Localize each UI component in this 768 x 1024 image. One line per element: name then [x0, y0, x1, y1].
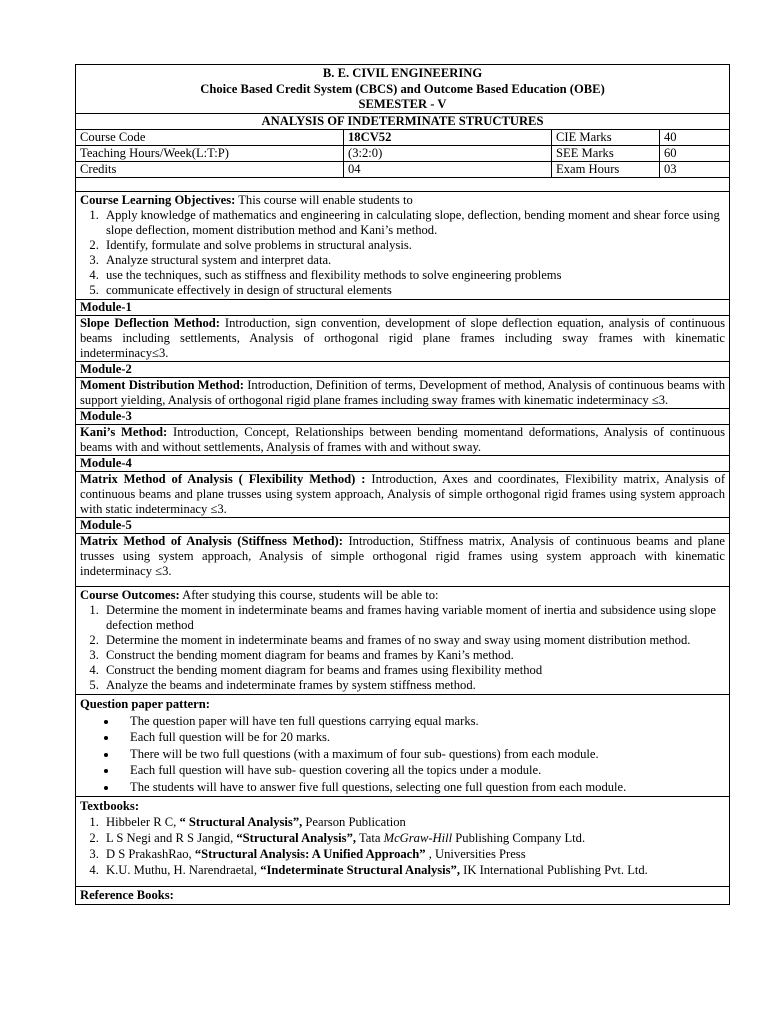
- info-row-credits: [76, 162, 730, 178]
- list-item: [102, 814, 725, 830]
- info-row-course-code: [76, 130, 730, 146]
- credits-label: Credits: [76, 162, 344, 178]
- cie-label: CIE Marks: [552, 130, 660, 146]
- exam-value: 03: [660, 162, 730, 178]
- syllabus-table: [75, 64, 730, 905]
- module-4-label: Module-4: [76, 456, 730, 472]
- list-item: 4. Construct the bending moment diagram for beams and frames using flexibility method: [102, 663, 725, 678]
- module-4-header-row: [76, 456, 730, 472]
- textbook-title: “Indeterminate Structural Analysis”,: [260, 863, 460, 877]
- module-4-title: Matrix Method of Analysis ( Flexibility Method) :: [80, 472, 366, 486]
- module-2-title: Moment Distribution Method:: [80, 378, 244, 392]
- module-3-text: Introduction, Concept, Relationships between bending momentand deformations, Analysis of continuous beams with and without settlements, Analysis of frames with and without sway.: [80, 425, 726, 454]
- module-2-header-row: [76, 362, 730, 378]
- teaching-value: (3:2:0): [344, 146, 552, 162]
- list-item: 3. Analyze structural system and interpret data.: [102, 253, 725, 268]
- module-3-body-row: [76, 425, 730, 456]
- module-3-header-row: [76, 409, 730, 425]
- module-1-header-row: [76, 300, 730, 316]
- program-title: B. E. CIVIL ENGINEERING: [322, 66, 483, 80]
- module-4-text: Introduction, Axes and coordinates, Flexibility matrix, Analysis of continuous beams and plane trusses using system approach, Analysis of simple orthogonal rigid frames using system approach with static indeterminacy ≤3.: [80, 472, 726, 516]
- reference-title: Reference Books:: [76, 887, 730, 905]
- outcomes-intro: After studying this course, students will be able to:: [179, 588, 439, 602]
- textbook-title: “ Structural Analysis”,: [179, 815, 303, 829]
- list-item: • The question paper will have ten full questions carrying equal marks.: [118, 713, 725, 730]
- module-1-label: Module-1: [76, 300, 730, 316]
- pattern-list: [80, 713, 725, 796]
- textbook-publisher: IK International Publishing Pvt. Ltd.: [459, 863, 648, 877]
- objectives-row: [76, 192, 730, 300]
- list-item: [102, 862, 725, 878]
- textbook-author: L S Negi and R S Jangid,: [106, 831, 237, 845]
- course-title-row: [76, 113, 730, 130]
- module-1-text: Introduction, sign convention, development of slope deflection equation, analysis of continuous beams including settlements, Analysis of orthogonal rigid plane frames including sway frames with kinematic indeterminacy≤3.: [80, 316, 726, 360]
- list-item: 2. Determine the moment in indeterminate beams and frames of no sway and sway using moment distribution method.: [102, 633, 725, 648]
- module-1-title: Slope Deflection Method:: [80, 316, 220, 330]
- course-code-value: 18CV52: [344, 130, 552, 146]
- textbook-publisher: Pearson Publication: [302, 815, 406, 829]
- textbook-author: D S PrakashRao,: [106, 847, 195, 861]
- module-2-label: Module-2: [76, 362, 730, 378]
- textbooks-list: [80, 814, 725, 878]
- list-item: • Each full question will have sub- question covering all the topics under a module.: [118, 762, 725, 779]
- list-item: 4. use the techniques, such as stiffness and flexibility methods to solve engineering problems: [102, 268, 725, 283]
- see-label: SEE Marks: [552, 146, 660, 162]
- list-item: 3. Construct the bending moment diagram for beams and frames by Kani’s method.: [102, 648, 725, 663]
- outcomes-heading: [80, 588, 725, 603]
- textbook-title: “Structural Analysis: A Unified Approach”: [194, 847, 426, 861]
- see-value: 60: [660, 146, 730, 162]
- module-2-text: Introduction, Definition of terms, Development of method, Analysis of continuous beams with support yielding, Analysis of orthogonal rigid plane frames including sway frames with kinematic indeterminacy ≤3.: [80, 378, 726, 407]
- teaching-label: Teaching Hours/Week(L:T:P): [76, 146, 344, 162]
- textbook-publisher: Publishing Company Ltd.: [452, 831, 586, 845]
- header-row: [76, 65, 730, 114]
- list-item: 5. communicate effectively in design of structural elements: [102, 283, 725, 298]
- info-row-teaching: [76, 146, 730, 162]
- syllabus-sheet: [75, 64, 729, 905]
- reference-row: [76, 887, 730, 905]
- objectives-intro: This course will enable students to: [235, 193, 413, 207]
- pattern-row: [76, 695, 730, 797]
- pattern-title: Question paper pattern:: [80, 697, 210, 711]
- textbook-author: Hibbeler R C,: [106, 815, 180, 829]
- textbook-publisher: Tata: [356, 831, 384, 845]
- list-item: 1. Apply knowledge of mathematics and engineering in calculating slope, deflection, bending moment and shear force using slope deflection, moment distribution method and Kani’s method.: [102, 208, 725, 238]
- module-5-text: Introduction, Stiffness matrix, Analysis of continuous beams and plane trusses using system approach, Analysis of simple orthogonal rigid frames using system approach with kinematic indeterminacy ≤3.: [80, 534, 726, 578]
- textbook-publisher: , Universities Press: [425, 847, 526, 861]
- module-3-title: Kani’s Method:: [80, 425, 168, 439]
- objectives-title: Course Learning Objectives:: [80, 193, 236, 207]
- list-item: [102, 846, 725, 862]
- objectives-heading: [80, 193, 725, 208]
- module-5-label: Module-5: [76, 518, 730, 534]
- textbook-author: K.U. Muthu, H. Narendraetal,: [106, 863, 261, 877]
- module-5-header-row: [76, 518, 730, 534]
- exam-label: Exam Hours: [552, 162, 660, 178]
- textbook-title: “Structural Analysis”,: [236, 831, 357, 845]
- objectives-list: [80, 208, 725, 298]
- list-item: • There will be two full questions (with a maximum of four sub- questions) from each module.: [118, 746, 725, 763]
- module-2-body-row: [76, 378, 730, 409]
- module-5-title: Matrix Method of Analysis (Stiffness Method):: [80, 534, 343, 548]
- module-1-body-row: [76, 316, 730, 362]
- course-title: ANALYSIS OF INDETERMINATE STRUCTURES: [76, 113, 730, 130]
- module-4-body-row: [76, 472, 730, 518]
- cie-value: 40: [660, 130, 730, 146]
- credits-value: 04: [344, 162, 552, 178]
- list-item: • Each full question will be for 20 marks.: [118, 729, 725, 746]
- list-item: 5. Analyze the beams and indeterminate frames by system stiffness method.: [102, 678, 725, 693]
- list-item: 2. Identify, formulate and solve problems in structural analysis.: [102, 238, 725, 253]
- outcomes-title: Course Outcomes:: [80, 588, 180, 602]
- spacer-row: [76, 178, 730, 192]
- textbooks-title: Textbooks:: [80, 799, 140, 813]
- outcomes-row: [76, 587, 730, 695]
- list-item: • The students will have to answer five full questions, selecting one full question from each module.: [118, 779, 725, 796]
- scheme-title: Choice Based Credit System (CBCS) and Outcome Based Education (OBE): [200, 81, 605, 96]
- list-item: [102, 830, 725, 846]
- textbooks-row: [76, 797, 730, 887]
- module-5-body-row: [76, 534, 730, 587]
- textbook-publisher-italic: McGraw-Hill: [383, 831, 453, 845]
- list-item: 1. Determine the moment in indeterminate beams and frames having variable moment of inertia and subsidence using slope defection method: [102, 603, 725, 633]
- semester-title: SEMESTER - V: [358, 97, 447, 111]
- module-3-label: Module-3: [76, 409, 730, 425]
- course-code-label: Course Code: [76, 130, 344, 146]
- outcomes-list: [80, 603, 725, 693]
